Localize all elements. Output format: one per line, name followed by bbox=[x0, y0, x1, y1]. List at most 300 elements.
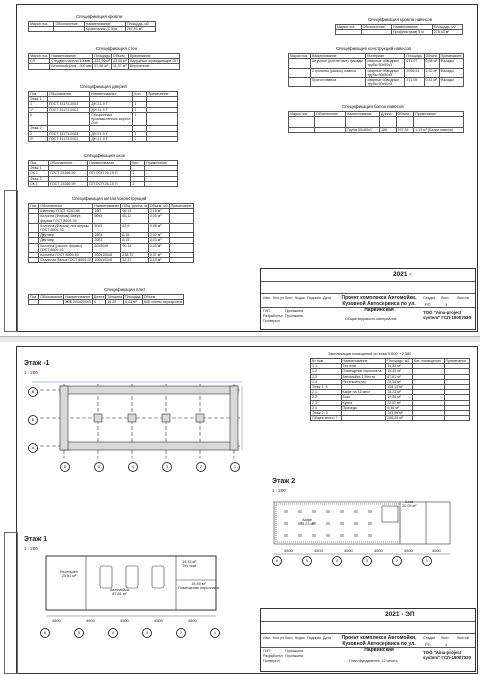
td: ОП ОСП 26-15 П bbox=[88, 171, 131, 176]
td: Общее итого: 7 bbox=[311, 416, 342, 421]
roof-spec-title: Спецификация кровли bbox=[76, 14, 123, 19]
doors-spec-title: Спецификация дверей bbox=[80, 84, 127, 89]
td: Колонна ГОСТ 8509-93 bbox=[39, 253, 93, 258]
project-name: Проект комплекса Автомойки, Кузовной Автосервиса по ул. Нарвинская bbox=[341, 295, 417, 313]
td: 2 bbox=[29, 131, 48, 136]
td: Фасады bbox=[439, 78, 463, 87]
td: 100х100х8 bbox=[93, 253, 121, 258]
td bbox=[145, 181, 178, 186]
td: 87,81 м² bbox=[386, 374, 413, 379]
room-tech-label: 14,33 м² Тех пом bbox=[182, 560, 197, 568]
sheets-label: Листов bbox=[457, 296, 469, 300]
floor-minus1-title: Этаж -1 bbox=[24, 360, 50, 367]
td: 1* bbox=[29, 107, 48, 112]
td: 0,41 м³ bbox=[424, 78, 439, 87]
floor-1-title: Этаж 1 bbox=[24, 536, 48, 543]
td: 8 bbox=[92, 300, 106, 305]
td: 0,05 м³ bbox=[148, 214, 169, 223]
td: 1 bbox=[133, 136, 146, 141]
td bbox=[48, 112, 90, 126]
td: 0,19 м³ bbox=[148, 258, 169, 263]
axis-bubble-4: 4 bbox=[128, 462, 138, 472]
td: 371,05 bbox=[405, 78, 424, 87]
td bbox=[314, 117, 345, 128]
td: 56,11 bbox=[121, 214, 148, 223]
td bbox=[54, 27, 84, 32]
th: Наименование bbox=[345, 112, 379, 117]
col-date: Дата bbox=[323, 636, 331, 640]
td: Этаж 1: 4 bbox=[311, 385, 342, 390]
td: 100х100х8 bbox=[93, 258, 121, 263]
axis-bubble-a: А bbox=[28, 443, 38, 453]
company-name: ТОО "Aina-project system" ГСЛ-19007020 bbox=[423, 650, 472, 660]
td: Наружные ограждающие ОП bbox=[129, 59, 178, 64]
axis-bubble-3: 3 bbox=[162, 462, 172, 472]
th: Поз. bbox=[29, 92, 48, 97]
td: 2.4 bbox=[311, 405, 342, 410]
td: 1 bbox=[131, 181, 145, 186]
th: Длина bbox=[93, 295, 105, 299]
name-dev: Пронькина bbox=[285, 314, 304, 318]
td: ГОСТ 31173-2003 bbox=[48, 107, 90, 112]
th: Поз. bbox=[30, 295, 38, 299]
sheet-name: Общая ведомость материалов bbox=[345, 317, 397, 321]
col-list: Лист bbox=[285, 636, 293, 640]
th: Обозначение bbox=[49, 161, 88, 166]
company-name: ТОО "Aina-project system" ГСЛ-19007020 bbox=[423, 310, 472, 320]
slabs-spec-table bbox=[28, 294, 184, 305]
td: сварные обводные трубы 50х50х3 bbox=[366, 78, 405, 87]
th: Площадь bbox=[94, 54, 111, 58]
walls-spec-title: Спецификация стен bbox=[96, 46, 138, 51]
td: ДН 21-9 Т bbox=[90, 131, 133, 136]
td: 2096,51 bbox=[405, 68, 424, 77]
td: 1 bbox=[131, 171, 145, 176]
th: Примечание bbox=[439, 54, 463, 59]
th: Марка поз. bbox=[289, 54, 311, 59]
td: Двутавр bbox=[39, 233, 93, 238]
col-sign: Подпись bbox=[307, 296, 322, 300]
td bbox=[169, 243, 193, 252]
td bbox=[314, 128, 345, 133]
axis-bubble-f2-5: 5 bbox=[302, 556, 312, 566]
th: Объем bbox=[396, 112, 414, 117]
td: 1 bbox=[29, 102, 48, 107]
dim-5: 4500 bbox=[404, 548, 413, 553]
room-carwash-label: Автомойка 87,81 м² bbox=[110, 588, 129, 596]
td bbox=[341, 416, 386, 421]
td: Внутренние bbox=[128, 64, 179, 69]
td: Тех пом bbox=[341, 364, 386, 369]
td: 186 bbox=[380, 128, 397, 133]
th: Примечание bbox=[414, 112, 464, 117]
name-dev: Пронькина bbox=[285, 654, 304, 658]
dim-f1-5: 4500 bbox=[188, 618, 197, 623]
td: 2.1 bbox=[311, 390, 342, 395]
td: ОК 1 bbox=[29, 181, 49, 186]
td: Кухня bbox=[341, 400, 386, 405]
col-kol: Кол.уч bbox=[273, 636, 284, 640]
td: 16П bbox=[93, 209, 121, 214]
col-sign: Подпись bbox=[307, 636, 322, 640]
dim-f1-2: 4500 bbox=[86, 618, 95, 623]
td bbox=[413, 416, 445, 421]
th: Наименование bbox=[65, 295, 91, 299]
stage-value: РП bbox=[425, 302, 431, 307]
th: № пом bbox=[311, 359, 342, 364]
room-cafe-label: Кафе 78,23 м² bbox=[300, 518, 315, 526]
td: 96,15 bbox=[121, 209, 148, 214]
th: Наименование bbox=[84, 22, 125, 27]
td bbox=[29, 27, 54, 32]
axis-bubble-6: 6 bbox=[60, 462, 70, 472]
td: Ж/Б 200х200х3 bbox=[65, 300, 91, 305]
td bbox=[289, 128, 315, 133]
axis-bubble-1: 1 bbox=[230, 462, 240, 472]
td: 50х5 bbox=[93, 214, 121, 223]
metal-spec-title: Спецификация металлоконструкций bbox=[72, 196, 147, 201]
th: Площадь, м2 bbox=[125, 22, 155, 27]
td bbox=[414, 117, 464, 128]
sheet-value: 4 bbox=[445, 642, 448, 647]
td: 37,58 м² bbox=[93, 64, 112, 69]
axis-bubble-f2-4: 4 bbox=[332, 556, 342, 566]
td: сварные обводные трубы 50х50х3 bbox=[366, 59, 405, 68]
canopy-structures-title: Спецификация конструкций навесов bbox=[336, 46, 411, 51]
axis-bubble-f1-6: 6 bbox=[40, 628, 50, 638]
th: Примечание bbox=[145, 161, 178, 166]
stage-label: Стадия bbox=[423, 636, 436, 640]
canopy-roof-spec-table bbox=[335, 24, 463, 35]
role-dev: Разработал bbox=[263, 314, 283, 318]
role-gip: ГИП bbox=[263, 309, 271, 313]
canopy-beams-title: Спецификация балок навесов bbox=[342, 104, 404, 109]
td: ГОСТ 31173-2003 bbox=[48, 102, 90, 107]
th: Наименование bbox=[50, 54, 93, 59]
name-gip: Пронькина bbox=[285, 649, 304, 653]
td bbox=[345, 117, 379, 128]
td: Прогон навеса bbox=[310, 78, 366, 87]
sheet-1 bbox=[0, 0, 480, 336]
th: Обозначение bbox=[39, 204, 93, 209]
rooms-spec-title: Экспликация помещений по этаж 0.000, +2,380 bbox=[328, 352, 412, 356]
td: Фасады bbox=[439, 59, 463, 68]
th: Примечание bbox=[444, 359, 469, 364]
td bbox=[169, 258, 193, 263]
td: Прачеда bbox=[341, 405, 386, 410]
th: Площадь bbox=[406, 54, 423, 58]
name-gip: Пронькина bbox=[285, 309, 304, 313]
td: Колонна (Фермы) низ фермы ГОСТ 8509-93 bbox=[39, 223, 93, 232]
td: ГОСТ 31173-2003 bbox=[48, 131, 90, 136]
dim-f1-3: 4500 bbox=[120, 618, 129, 623]
td: 2.3 bbox=[311, 400, 342, 405]
sheet-label: Лист bbox=[441, 636, 449, 640]
title-block-sheet-1 bbox=[260, 268, 476, 330]
walls-spec-table bbox=[28, 53, 180, 70]
td: 2,32 м³ bbox=[424, 68, 439, 77]
td: 43,09 м³ bbox=[113, 59, 127, 64]
th: Общ. длина, м bbox=[122, 204, 147, 208]
role-dev: Разработал bbox=[263, 654, 283, 658]
td: СП bbox=[29, 59, 50, 64]
td: Автомойка 1 Места bbox=[341, 374, 386, 379]
td: 78,23 м² bbox=[386, 390, 413, 395]
td: 0,03 м³ bbox=[148, 243, 169, 252]
th: Марка поз. bbox=[29, 22, 54, 27]
axis-bubble-f1-4: 4 bbox=[108, 628, 118, 638]
sheet-2-side-strip bbox=[4, 532, 18, 674]
th: Наименование bbox=[94, 204, 120, 208]
td: Кафе на 16 мест bbox=[341, 390, 386, 395]
th: Толщина bbox=[107, 295, 123, 299]
th: Наименование bbox=[341, 359, 386, 364]
td: ГОСТ 23166-99 bbox=[49, 171, 88, 176]
role-check: Проверил bbox=[263, 659, 280, 663]
td: 0,02 м³ bbox=[148, 233, 169, 238]
td bbox=[146, 112, 177, 126]
td: 1.1 bbox=[311, 364, 342, 369]
th: Объем, м3 bbox=[149, 204, 168, 208]
th: Материал bbox=[366, 54, 405, 59]
th: Площадь, м2 bbox=[386, 359, 413, 364]
td: 19,65 м² bbox=[386, 395, 413, 400]
td: 22,52 м² bbox=[386, 400, 413, 405]
td: 1.4 bbox=[311, 379, 342, 384]
td: 143,56 м² bbox=[386, 411, 413, 416]
floor-2-scale: 1 : 200 bbox=[272, 488, 286, 493]
th: Поз. bbox=[29, 161, 49, 166]
td bbox=[169, 223, 193, 232]
td bbox=[289, 68, 311, 77]
td: 2 bbox=[29, 112, 48, 126]
col-kol: Кол.уч bbox=[273, 296, 284, 300]
th: Кол. bbox=[131, 161, 145, 166]
td: 20,54 м² bbox=[386, 379, 413, 384]
windows-spec-table bbox=[28, 160, 178, 187]
td bbox=[289, 59, 311, 68]
td bbox=[29, 300, 39, 305]
axis-bubble-f1-2: 2 bbox=[176, 628, 186, 638]
axis-bubble-f2-2: 2 bbox=[392, 556, 402, 566]
td bbox=[361, 30, 391, 35]
td: Фасады bbox=[439, 68, 463, 77]
td: 63,9 bbox=[121, 223, 148, 232]
axis-bubble-f2-1: 1 bbox=[422, 556, 432, 566]
windows-spec-title: Спецификация окон bbox=[84, 153, 126, 158]
td: ОП ОСП 26-15 П bbox=[88, 181, 131, 186]
td: Профлист(мм) 5 м bbox=[391, 30, 432, 35]
td bbox=[380, 117, 397, 128]
td: 296,25 м² bbox=[386, 416, 413, 421]
canopy-structures-table bbox=[288, 53, 464, 87]
td: ГОСТ 31173-2003 bbox=[48, 136, 90, 141]
floor-2-title: Этаж 2 bbox=[272, 478, 296, 485]
td: Стропилы (раскос) навеса bbox=[310, 68, 366, 77]
td: 8,15 bbox=[121, 233, 148, 238]
td bbox=[29, 64, 50, 69]
td: 32,37 bbox=[121, 258, 148, 263]
td: 50х50х5 bbox=[93, 243, 121, 252]
td: Этаж 1 bbox=[29, 97, 48, 102]
td: 1 bbox=[133, 112, 146, 126]
th: Объем bbox=[112, 54, 129, 59]
roof-spec-table bbox=[28, 21, 156, 32]
col-doc: №док. bbox=[295, 296, 306, 300]
td bbox=[29, 223, 39, 232]
td: Колонна (Фермы) Вверх фермы ГОСТ 8509-93 bbox=[39, 214, 93, 223]
td: Трубы 50х50х3 bbox=[345, 128, 379, 133]
td: 11,37 м³ bbox=[113, 64, 127, 69]
td bbox=[39, 300, 64, 305]
td: Этаж 2 bbox=[29, 126, 48, 131]
td: 0,18 м³ bbox=[148, 209, 169, 214]
th: Обозначение bbox=[48, 92, 90, 97]
col-izm: Изм. bbox=[263, 296, 271, 300]
floor-1-scale: 1 : 200 bbox=[24, 546, 38, 551]
td: Двутавр bbox=[39, 238, 93, 243]
td: 16,25 bbox=[106, 300, 124, 305]
th: Объем bbox=[142, 295, 184, 300]
td: 297,91 м² bbox=[125, 27, 155, 32]
td: 138,13 м² bbox=[386, 385, 413, 390]
canopy-beams-table bbox=[288, 111, 464, 133]
dim-1: 4500 bbox=[284, 548, 293, 553]
td: 90,16 bbox=[121, 243, 148, 252]
sheets-label: Листов bbox=[457, 636, 469, 640]
td: Секционные промышленные ворота Doll bbox=[90, 112, 133, 126]
axis-bubble-f1-5: 5 bbox=[74, 628, 84, 638]
th: Марка поз. bbox=[289, 112, 315, 117]
th: Кат. помещения bbox=[413, 359, 445, 364]
col-doc: №док. bbox=[295, 636, 306, 640]
td: 0,06 м³ bbox=[148, 223, 169, 232]
axis-bubble-v: В bbox=[28, 387, 38, 397]
td bbox=[169, 214, 193, 223]
td: сварные обводные трубы 50х50х3 bbox=[366, 68, 405, 77]
td: Бетонный блок - 200 мм bbox=[51, 64, 92, 69]
th: Наименование bbox=[391, 25, 432, 30]
dim-2: 4500 bbox=[314, 548, 323, 553]
td: Кровельная (С 6)м bbox=[84, 27, 125, 32]
title-block-year: 2021 - ЭП bbox=[385, 611, 415, 618]
td: Швеллер ГОСТ 8240-89 bbox=[39, 209, 93, 214]
th: Наименование bbox=[310, 54, 366, 59]
td: 1.3 bbox=[311, 374, 342, 379]
td: 0,88 м³ bbox=[424, 59, 439, 68]
td bbox=[29, 243, 39, 252]
canopy-roof-spec-title: Спецификация кровли навесов bbox=[368, 17, 432, 22]
td: 1,15 м³ (Балки навеса) bbox=[414, 128, 464, 133]
td: Ж/Б плиты перекрытия bbox=[143, 300, 183, 305]
col-list: Лист bbox=[285, 296, 293, 300]
sheet-label: Лист bbox=[441, 296, 449, 300]
td: 422,99 м² bbox=[94, 59, 111, 64]
td: 1 bbox=[133, 131, 146, 136]
td: 8,15 bbox=[121, 238, 148, 243]
th: Обозначение bbox=[314, 112, 345, 117]
td bbox=[146, 136, 177, 141]
td: 2* bbox=[29, 136, 48, 141]
td: ДН 21-9 Т bbox=[90, 136, 133, 141]
col-date: Дата bbox=[323, 296, 331, 300]
td: Сэндвич панели 100мм bbox=[50, 59, 93, 64]
th: Площадь, м2 bbox=[432, 25, 462, 30]
doors-spec-table bbox=[28, 91, 178, 142]
td: ДН 21-9 Т bbox=[90, 107, 133, 112]
td: 14,33 м² bbox=[386, 364, 413, 369]
axis-bubble-f1-3: 3 bbox=[142, 628, 152, 638]
room-staff-label: 15,45 м² Помещение персонала bbox=[178, 582, 220, 590]
td bbox=[444, 416, 469, 421]
td: ОК 1 bbox=[29, 171, 49, 176]
td bbox=[29, 214, 39, 223]
td: 1 bbox=[133, 102, 146, 107]
td: ГОСТ 23166-99 bbox=[49, 181, 88, 186]
role-check: Проверил bbox=[263, 319, 280, 323]
role-gip: ГИП bbox=[263, 649, 271, 653]
td: 1.2 bbox=[311, 369, 342, 374]
th: Марка поз. bbox=[30, 54, 49, 58]
sheet-name: План фундамента, 12 печать bbox=[349, 659, 398, 663]
td: 9,16 м² bbox=[386, 405, 413, 410]
project-name: Проект комплекса Автомойки, Кузовной Автосервиса по ул. Нарвинская bbox=[341, 635, 417, 653]
td: 0,03 м³ bbox=[148, 238, 169, 243]
th: Марка поз. bbox=[336, 25, 362, 30]
floor-minus1-plan bbox=[30, 378, 250, 468]
axis-bubble-5: 5 bbox=[94, 462, 104, 472]
td: 16Б1 bbox=[93, 233, 121, 238]
stage-value: РП bbox=[425, 642, 431, 647]
slabs-spec-title: Спецификация плит bbox=[104, 287, 146, 292]
td: 15,45 м² bbox=[386, 369, 413, 374]
sheet-2 bbox=[0, 342, 480, 675]
td: Этаж 2 bbox=[29, 176, 49, 181]
td: 197,36 bbox=[396, 128, 414, 133]
td: 278,43 м² bbox=[432, 30, 462, 35]
td: Ресепшен(на) bbox=[341, 379, 386, 384]
td: 2.2 bbox=[311, 395, 342, 400]
th: Наименование bbox=[90, 92, 133, 97]
td: Колонна (раскос фермы) ГОСТ 8509-93 bbox=[39, 243, 93, 252]
th: Обозначение bbox=[40, 295, 63, 299]
td: 0,37 м³ bbox=[148, 253, 169, 258]
td: 1 bbox=[133, 107, 146, 112]
title-block-sheet-2 bbox=[260, 608, 476, 672]
td: Стальная балка ГОСТ 8509-93 bbox=[40, 258, 92, 263]
title-block-year: 2021 - bbox=[393, 271, 412, 278]
td bbox=[396, 117, 414, 128]
room-reception-label: Ресепшен 20,54 м² bbox=[60, 570, 78, 578]
th: Примечание bbox=[146, 92, 177, 97]
axis-bubble-f2-6: 6 bbox=[272, 556, 282, 566]
td bbox=[29, 258, 39, 263]
td: 20Б1 bbox=[93, 238, 121, 243]
th: Примечания bbox=[128, 54, 179, 59]
axis-bubble-b: Б bbox=[28, 415, 38, 425]
td: Штучные (роллетные) фасады bbox=[310, 59, 366, 68]
th: Площадь bbox=[125, 295, 141, 299]
axis-bubble-2: 2 bbox=[196, 462, 206, 472]
td: 238,72 bbox=[121, 253, 148, 258]
td: Этаж 2: 3 bbox=[311, 411, 342, 416]
metal-spec-table bbox=[28, 203, 194, 263]
th: Обозначение bbox=[54, 22, 84, 27]
dim-6: 4500 bbox=[432, 548, 441, 553]
th: Кол. bbox=[133, 92, 146, 97]
col-izm: Изм. bbox=[263, 636, 271, 640]
td bbox=[289, 78, 311, 87]
